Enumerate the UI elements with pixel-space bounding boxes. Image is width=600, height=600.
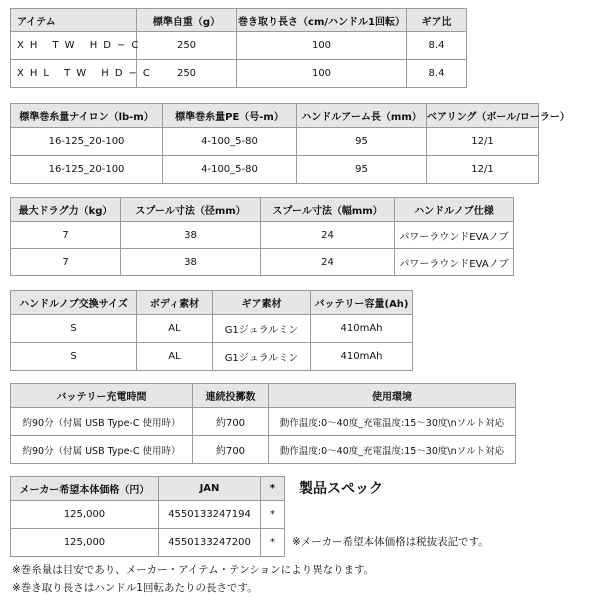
header-spool-width: スプール寸法（幅mm） <box>261 198 395 222</box>
spec-table-2 <box>10 103 570 184</box>
header-mark: * <box>261 477 285 501</box>
line-capacity-note: ※巻糸量は目安であり、メーカー・アイテム・テンションにより異なります。 <box>12 564 375 576</box>
cell-body-material: AL <box>137 343 213 371</box>
spec-table-3 <box>10 197 514 276</box>
cell-weight: 250 <box>137 32 237 60</box>
cell-gear-ratio: 8.4 <box>407 32 467 60</box>
header-max-drag: 最大ドラグ力（kg） <box>11 198 121 222</box>
header-retrieve-length: 巻き取り長さ（cm/ハンドル1回転） <box>237 9 407 32</box>
header-nylon-capacity: 標準巻糸量ナイロン（lb-m） <box>11 104 163 128</box>
header-weight: 標準自重（g） <box>137 9 237 32</box>
cell-max-drag: 7 <box>11 249 121 276</box>
header-handle-arm: ハンドルアーム長（mm） <box>297 104 427 128</box>
retrieve-length-note: ※巻き取り長さはハンドル1回転あたりの長さです。 <box>12 582 258 594</box>
cell-item: XH TW HD−C <box>11 32 137 60</box>
header-gear-ratio: ギア比 <box>407 9 467 32</box>
cell-bearing: 12/1 <box>427 128 539 156</box>
cell-pe-capacity: 4-100_5-80 <box>163 156 297 184</box>
spec-table-1 <box>10 8 467 88</box>
cell-spool-diameter: 38 <box>121 249 261 276</box>
header-spool-diameter: スプール寸法（径mm） <box>121 198 261 222</box>
cell-mark: * <box>261 501 285 529</box>
cell-nylon-capacity: 16-125_20-100 <box>11 156 163 184</box>
header-gear-material: ギア素材 <box>213 291 311 315</box>
header-charge-time: バッテリー充電時間 <box>11 384 193 408</box>
spec-table-6 <box>10 476 285 557</box>
cell-cast-count: 約700 <box>193 436 269 464</box>
cell-price: 125,000 <box>11 501 159 529</box>
cell-cast-count: 約700 <box>193 408 269 436</box>
cell-retrieve-length: 100 <box>237 60 407 88</box>
cell-retrieve-length: 100 <box>237 32 407 60</box>
cell-handle-knob: パワーラウンドEVAノブ <box>395 249 514 276</box>
price-note: ※メーカー希望本体価格は税抜表記です。 <box>292 536 489 548</box>
cell-mark: * <box>261 529 285 557</box>
cell-knob-size: S <box>11 343 137 371</box>
cell-environment: 動作温度:0〜40度_充電温度:15〜30度\nソルト対応 <box>269 436 516 464</box>
header-price: メーカー希望本体価格（円） <box>11 477 159 501</box>
header-pe-capacity: 標準巻糸量PE（号-m） <box>163 104 297 128</box>
header-environment: 使用環境 <box>269 384 516 408</box>
cell-environment: 動作温度:0〜40度_充電温度:15〜30度\nソルト対応 <box>269 408 516 436</box>
spec-title: 製品スペック <box>299 481 383 497</box>
cell-body-material: AL <box>137 315 213 343</box>
cell-battery-capacity: 410mAh <box>311 315 413 343</box>
spec-table-4 <box>10 290 413 371</box>
cell-pe-capacity: 4-100_5-80 <box>163 128 297 156</box>
header-item: アイテム <box>11 9 137 32</box>
header-cast-count: 連続投擲数 <box>193 384 269 408</box>
cell-handle-arm: 95 <box>297 128 427 156</box>
cell-gear-material: G1ジュラルミン <box>213 315 311 343</box>
header-bearing: ベアリング（ボール/ローラー） <box>427 104 539 128</box>
cell-nylon-capacity: 16-125_20-100 <box>11 128 163 156</box>
header-knob-size: ハンドルノブ交換サイズ <box>11 291 137 315</box>
cell-jan: 4550133247194 <box>159 501 261 529</box>
cell-bearing: 12/1 <box>427 156 539 184</box>
cell-spool-diameter: 38 <box>121 222 261 249</box>
cell-weight: 250 <box>137 60 237 88</box>
header-handle-knob: ハンドルノブ仕様 <box>395 198 514 222</box>
header-battery-capacity: バッテリー容量(Ah) <box>311 291 413 315</box>
cell-max-drag: 7 <box>11 222 121 249</box>
cell-jan: 4550133247200 <box>159 529 261 557</box>
cell-item: XHL TW HD−C <box>11 60 137 88</box>
header-body-material: ボディ素材 <box>137 291 213 315</box>
cell-spool-width: 24 <box>261 249 395 276</box>
cell-charge-time: 約90分（付属 USB Type-C 使用時） <box>11 408 193 436</box>
cell-handle-arm: 95 <box>297 156 427 184</box>
cell-price: 125,000 <box>11 529 159 557</box>
cell-gear-ratio: 8.4 <box>407 60 467 88</box>
cell-spool-width: 24 <box>261 222 395 249</box>
cell-gear-material: G1ジュラルミン <box>213 343 311 371</box>
cell-battery-capacity: 410mAh <box>311 343 413 371</box>
cell-handle-knob: パワーラウンドEVAノブ <box>395 222 514 249</box>
cell-knob-size: S <box>11 315 137 343</box>
cell-charge-time: 約90分（付属 USB Type-C 使用時） <box>11 436 193 464</box>
spec-table-5 <box>10 383 516 464</box>
header-jan: JAN <box>159 477 261 501</box>
